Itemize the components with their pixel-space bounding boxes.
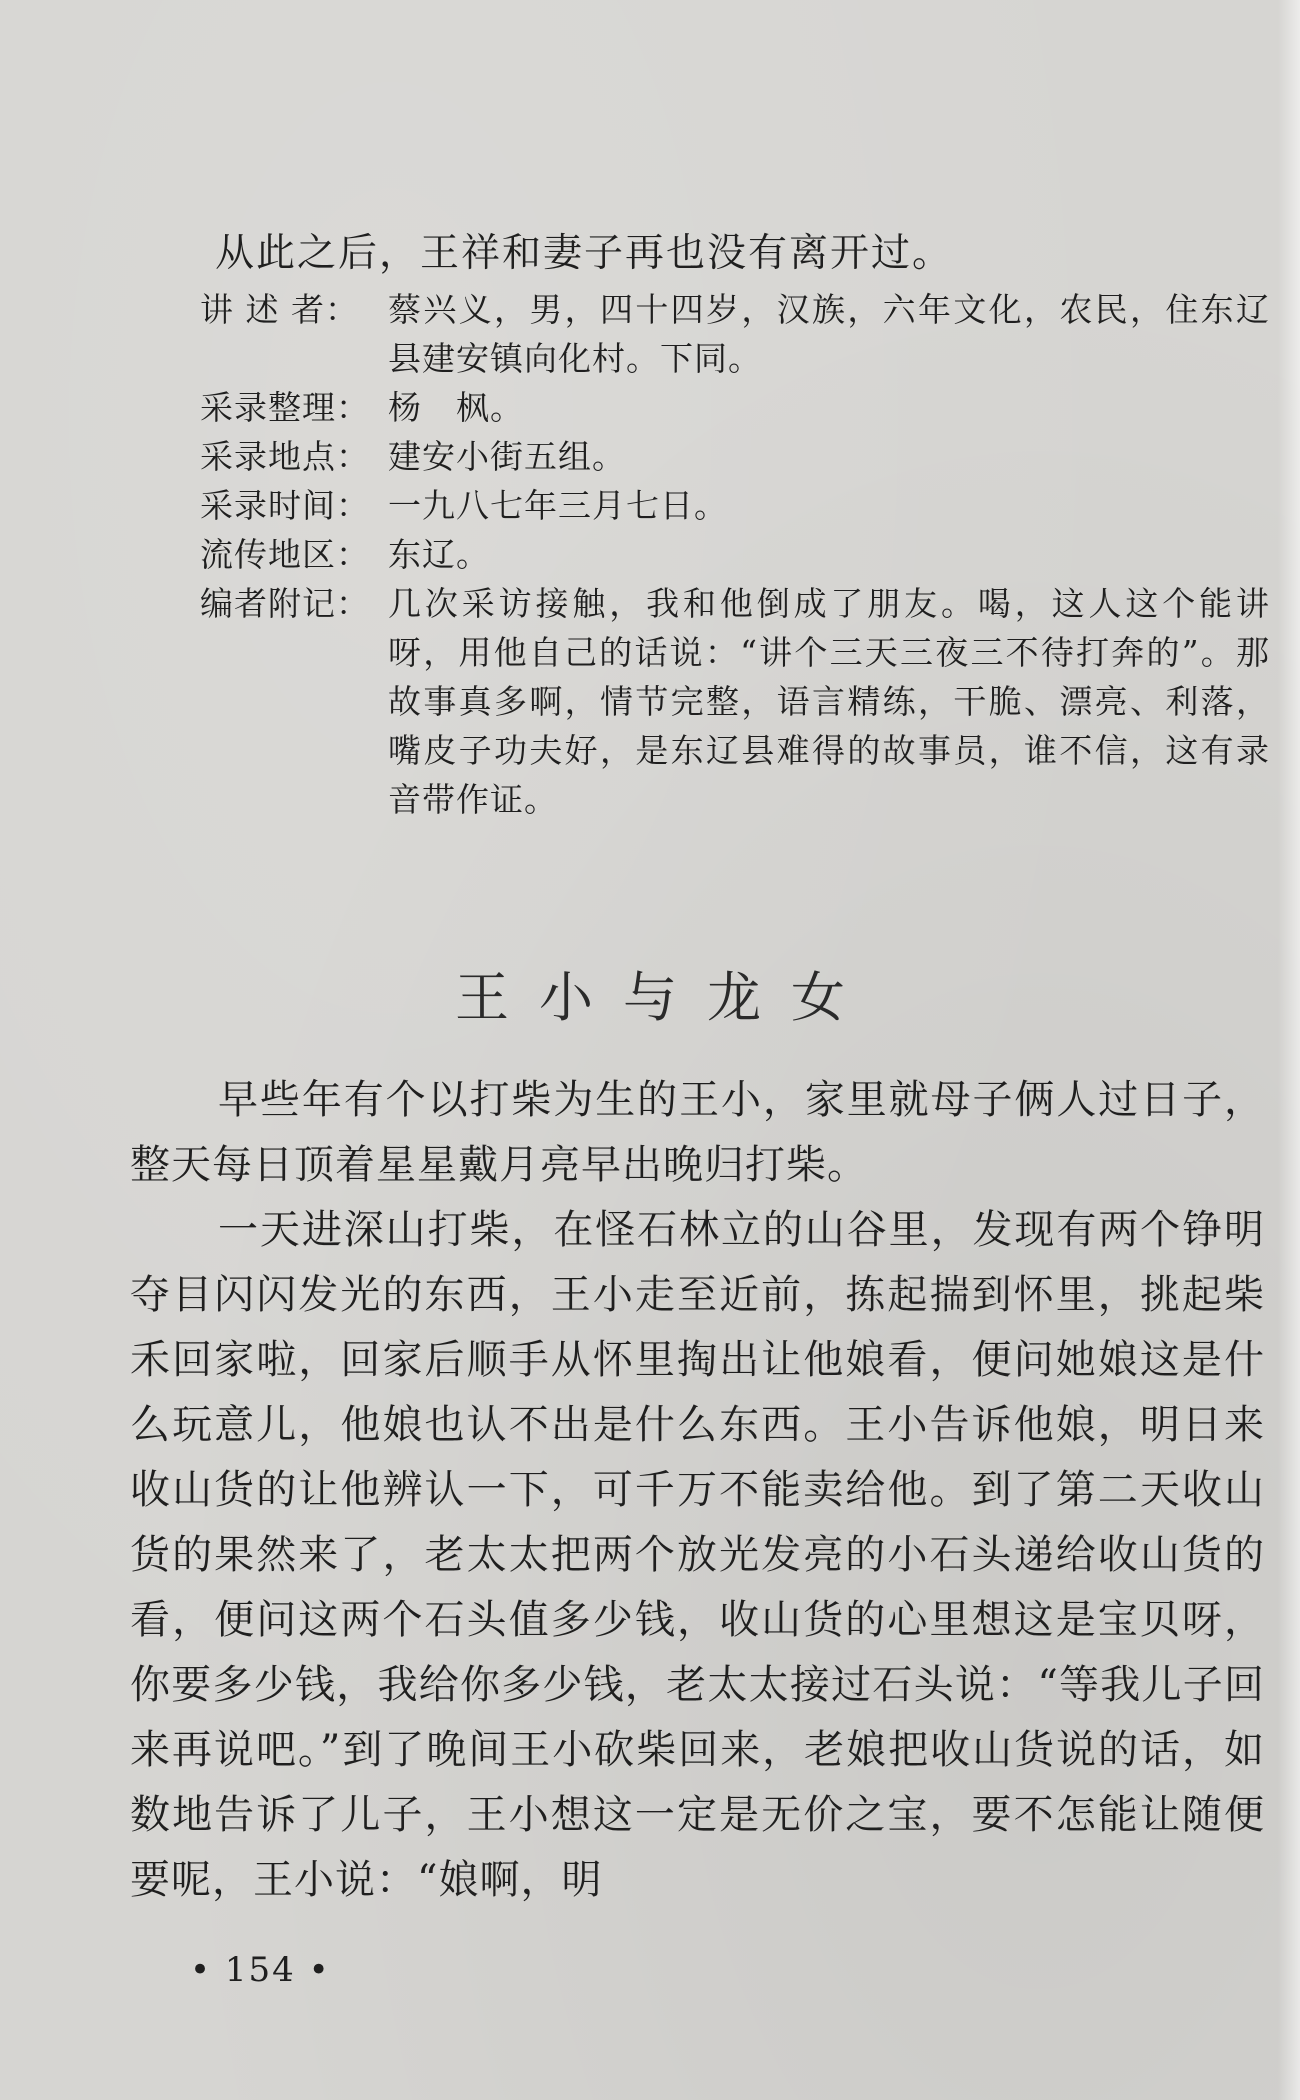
metadata-value: 建安小街五组。	[388, 437, 626, 476]
story-body	[130, 1068, 1265, 1913]
metadata-value: 蔡兴义，男，四十四岁，汉族，六年文化，农民，住东辽县建安镇向化村。下同。	[388, 290, 1270, 378]
collection-metadata	[200, 285, 1270, 824]
metadata-row-narrator	[200, 285, 1270, 383]
metadata-label: 流传地区：	[200, 535, 370, 574]
metadata-label: 编者附记：	[200, 584, 370, 623]
metadata-value: 杨 枫。	[388, 388, 524, 427]
metadata-label: 采录地点：	[200, 437, 370, 476]
metadata-row-recorder	[200, 383, 1270, 432]
metadata-row-location	[200, 432, 1270, 481]
metadata-value: 一九八七年三月七日。	[388, 486, 728, 525]
page-edge	[1278, 0, 1300, 2100]
metadata-row-region	[200, 530, 1270, 579]
metadata-row-editor-note	[200, 579, 1270, 824]
metadata-value: 东辽。	[388, 535, 490, 574]
story-paragraph: 一天进深山打柴，在怪石林立的山谷里，发现有两个铮明夺目闪闪发光的东西，王小走至近前，拣起揣到怀里，挑起柴禾回家啦，回家后顺手从怀里掏出让他娘看，便问她娘这是什么玩意儿，他娘也认不出是什么东西。王小告诉他娘，明日来收山货的让他辨认一下，可千万不能卖给他。到了第二天收山货的果然来了，老太太把两个放光发亮的小石头递给收山货的看，便问这两个石头值多少钱，收山货的心里想这是宝贝呀，你要多少钱，我给你多少钱，老太太接过石头说：“等我儿子回来再说吧。”到了晚间王小砍柴回来，老娘把收山货说的话，如数地告诉了儿子，王小想这一定是无价之宝，要不怎能让随便要呢，王小说：“娘啊，明	[130, 1207, 1265, 1903]
metadata-label: 讲 述 者：	[200, 290, 359, 329]
metadata-label: 采录整理：	[200, 388, 370, 427]
story-title: 王小与龙女	[455, 966, 875, 1029]
story-paragraph: 早些年有个以打柴为生的王小，家里就母子俩人过日子，整天每日顶着星星戴月亮早出晚归打柴。	[130, 1077, 1265, 1188]
previous-story-closing-line: 从此之后，王祥和妻子再也没有离开过。	[215, 231, 954, 276]
metadata-label: 采录时间：	[200, 486, 370, 525]
page-number: • 154 •	[190, 1950, 331, 1990]
metadata-value: 几次采访接触，我和他倒成了朋友。喝，这人这个能讲呀，用他自己的话说：“讲个三天三夜三不待打奔的”。那故事真多啊，情节完整，语言精练，干脆、漂亮、利落，嘴皮子功夫好，是东辽县难得的故事员，谁不信，这有录音带作证。	[388, 584, 1270, 819]
metadata-row-date	[200, 481, 1270, 530]
